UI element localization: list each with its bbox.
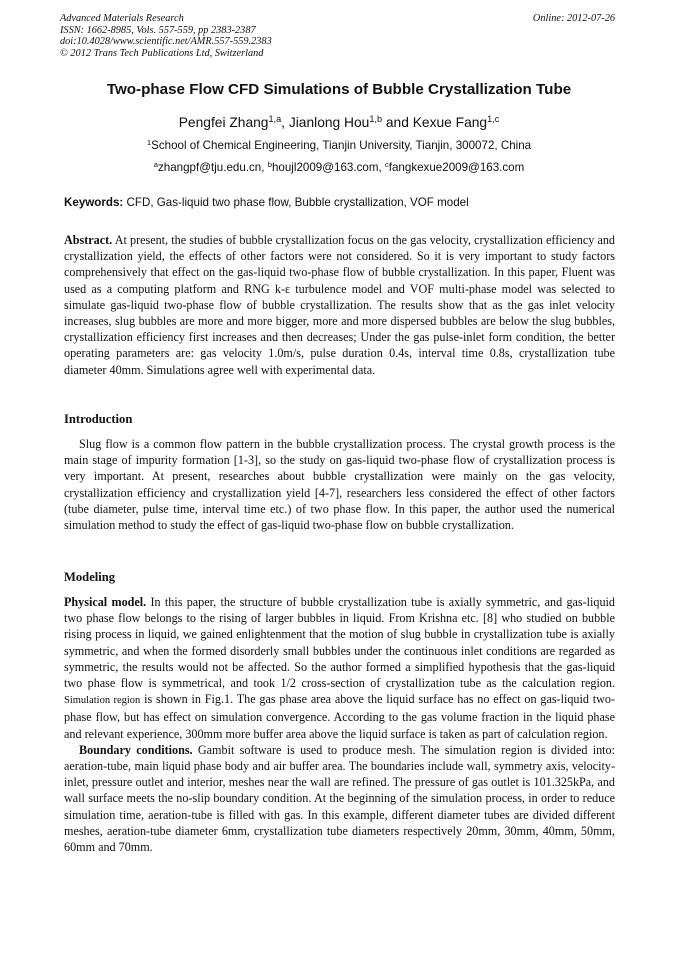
physical-model-paragraph: [64, 594, 615, 742]
author-separator: and: [382, 115, 413, 130]
author-name: Kexue Fang: [412, 115, 488, 130]
email-link[interactable]: houjl2009@163.com,: [271, 161, 385, 174]
email-link[interactable]: zhangpf@tju.edu.cn,: [157, 161, 268, 174]
boundary-conditions-paragraph: [64, 742, 615, 855]
abstract-section: [64, 232, 615, 378]
author-superscript: 1,a: [268, 114, 282, 124]
email-link[interactable]: fangkexue2009@163.com: [388, 161, 525, 174]
online-date: Online: 2012-07-26: [532, 13, 615, 24]
introduction-section: [64, 436, 615, 533]
journal-issn: ISSN: 1662-8985, Vols. 557-559, pp 2383-2387: [60, 24, 256, 36]
journal-doi: doi:10.4028/www.scientific.net/AMR.557-559.2383: [60, 36, 272, 48]
introduction-heading: Introduction: [64, 412, 133, 426]
email-superscript: c: [384, 159, 389, 169]
modeling-heading: Modeling: [64, 570, 116, 584]
author-name: Pengfei Zhang: [178, 115, 269, 130]
keywords-text: CFD, Gas-liquid two phase flow, Bubble crystallization, VOF model: [123, 196, 469, 209]
boundary-conditions-label: Boundary conditions.: [79, 742, 193, 757]
author-separator: ,: [281, 115, 289, 130]
author-name: Jianlong Hou: [288, 115, 370, 130]
physical-model-text-cont: is shown in Fig.1. The gas phase area above the liquid surface has no effect on gas-liquid two-phase flow, but has effect on simulation convergence. According to the gas volume fraction in the liquid phase and relevant experience, 300mm more buffer area above the liquid surface is taken as part of calculation region.: [64, 692, 615, 741]
email-superscript: a: [153, 159, 158, 169]
physical-model-label: Physical model.: [64, 595, 147, 609]
introduction-text: Slug flow is a common flow pattern in the bubble crystallization process. The crystal growth process is the main stage of impurity formation [1-3], so the study on gas-liquid two-phase flow of crystallization process is very important. At present, researches about bubble crystallization were mainly on the gas velocity, crystallization efficiency and crystallization yield [4-7], researchers less considered the effect of other factors (tube diameter, pulse time, interval time etc.) of two phase flow. In this paper, the author used the numerical simulation method to study the effect of gas-liquid two-phase flow on bubble crystallization.: [64, 437, 615, 533]
author-list: [0, 115, 678, 130]
email-superscript: b: [267, 159, 272, 169]
keywords-label: Keywords:: [64, 196, 124, 209]
abstract-label: Abstract.: [64, 233, 113, 247]
affiliation-text: School of Chemical Engineering, Tianjin University, Tianjin, 300072, China: [151, 139, 532, 152]
paper-title: Two-phase Flow CFD Simulations of Bubble Crystallization Tube: [106, 81, 572, 98]
email-list: [0, 161, 678, 174]
affiliation: [0, 139, 678, 152]
author-superscript: 1,b: [369, 114, 383, 124]
boundary-conditions-text: Gambit software is used to produce mesh. The simulation region is divided into: aeration-tube, main liquid phase body and air buffer area. The boundaries include wall, symmetry axis, velocity-inlet, pressure outlet and interior, meshes near the wall are refined. The pressure of gas outlet is 101.325kPa, and wall surface meets the no-slip boundary condition. At the beginning of the simulation process, in order to reduce simulation time, aeration-tube is filled with gas. In this example, different diameter tubes are divided different meshes, aeration-tube diameter 6mm, crystallization tube diameters respectively 20mm, 30mm, 40mm, 50mm, 60mm and 70mm.: [64, 742, 615, 855]
keywords-line: [64, 196, 469, 209]
simulation-region-term: Simulation region: [64, 695, 141, 707]
modeling-section: [64, 594, 615, 855]
abstract-text: At present, the studies of bubble crystallization focus on the gas velocity, crystallization efficiency and crystallization yield, the effects of other factors were not considered. So it is very important to study factors comprehensively that effect on the gas-liquid two-phase flow of bubble crystallization. In this paper, Fluent was used as a computing platform and RNG k-ε turbulence model and VOF multi-phase model was selected to simulate gas-liquid two-phase flow of bubble crystallization. The results show that as the gas inlet velocity increases, slug bubbles are more and more bigger, more and more dispersed bubbles are below the slug bubbles, crystallization efficiency first increases and then decreases; Under the gas pulse-inlet form condition, the better operating parameters are: gas velocity 1.0m/s, pulse duration 0.4s, interval time 0.8s, crystallization tube diameter 40mm. Simulations agree well with experimental data.: [64, 233, 615, 377]
physical-model-text: In this paper, the structure of bubble crystallization tube is axially symmetric, and gas-liquid two phase flow belongs to the rising of larger bubbles in liquid. From Krishna etc. [8] who studied on bubble rising process in liquid, we gained enlightenment that the motion of slug bubble in crystallization tube is axially symmetric, and when the formed disorderly small bubbles under the continuous inlet conditions are regarded as symmetric, the results would not be affected. So the author formed a simplified hypothesis that the gas-liquid two phase flow is symmetrical, and took 1/2 cross-section of crystallization tube as the calculation region.: [64, 595, 615, 691]
journal-copyright: © 2012 Trans Tech Publications Ltd, Switzerland: [60, 47, 264, 59]
journal-name: Advanced Materials Research: [60, 13, 184, 24]
author-superscript: 1,c: [487, 114, 500, 124]
journal-header: [60, 13, 272, 59]
affiliation-superscript: 1: [146, 137, 152, 147]
